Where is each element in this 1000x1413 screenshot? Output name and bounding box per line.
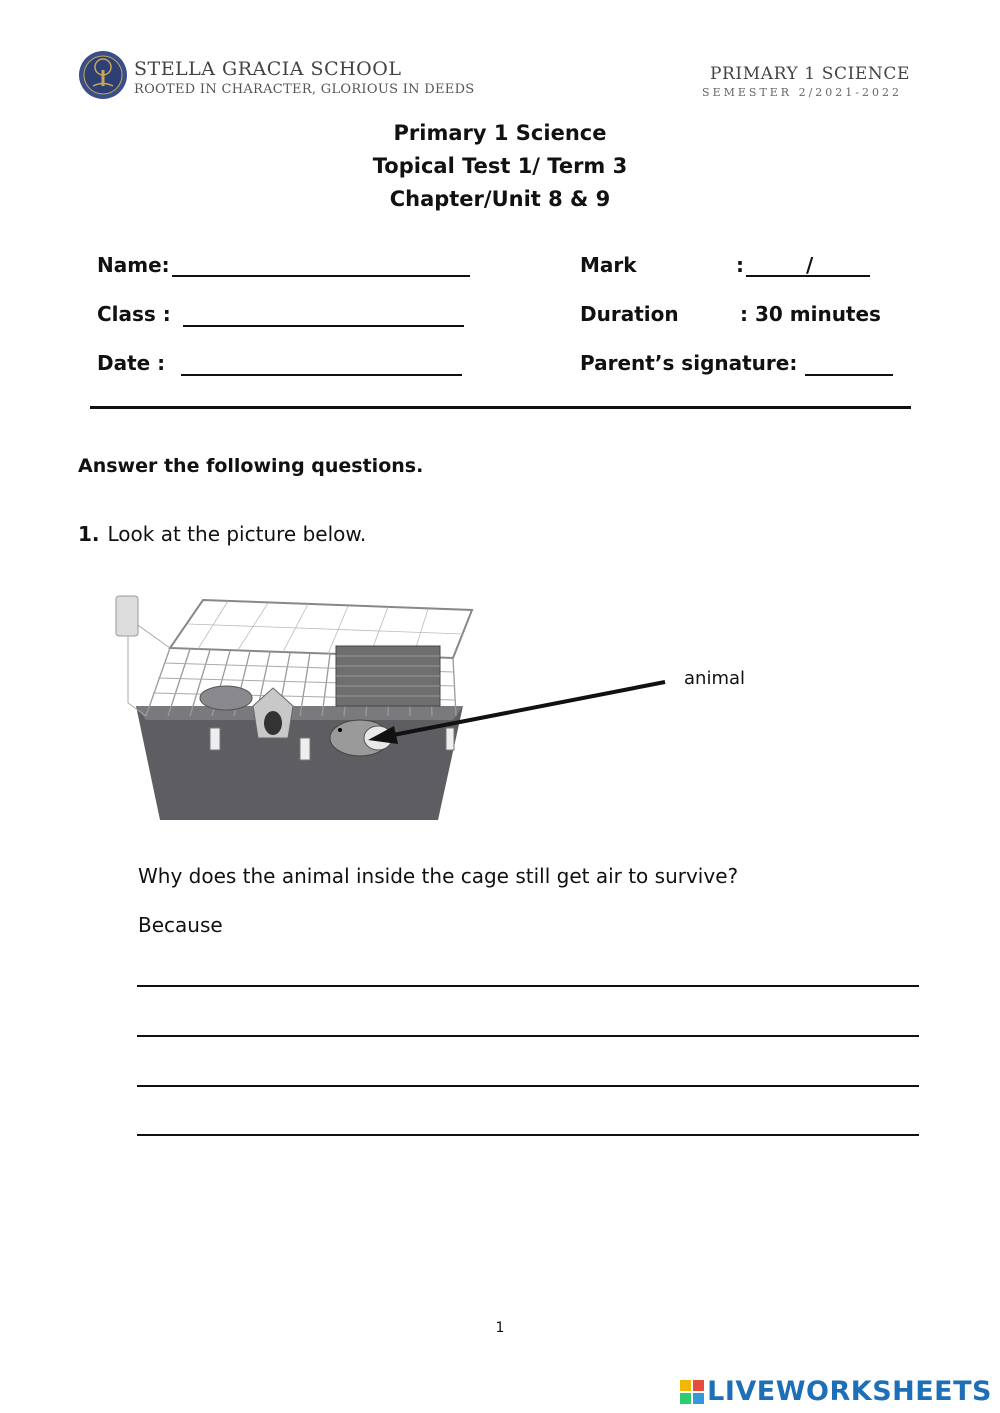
- mark-slash: /: [806, 253, 814, 277]
- test-title-line1: Primary 1 Science: [393, 121, 607, 145]
- duration-label: Duration: [580, 302, 679, 326]
- mark-colon: :: [736, 253, 744, 277]
- instructions: Answer the following questions.: [78, 455, 424, 477]
- date-label: Date :: [97, 351, 166, 375]
- question-1: [78, 522, 366, 546]
- worksheet-icon: [679, 1379, 705, 1405]
- name-label: Name:: [97, 253, 170, 277]
- school-name: STELLA GRACIA SCHOOL: [134, 58, 402, 80]
- answer-line[interactable]: [137, 985, 919, 987]
- answer-line[interactable]: [137, 1134, 919, 1136]
- semester-label: SEMESTER 2/2021-2022: [702, 86, 902, 99]
- subject-title: PRIMARY 1 SCIENCE: [709, 64, 910, 84]
- answer-line[interactable]: [137, 1085, 919, 1087]
- test-title-line3: Chapter/Unit 8 & 9: [389, 187, 611, 211]
- class-field[interactable]: [183, 325, 464, 327]
- parent-signature-field[interactable]: [805, 374, 893, 376]
- test-title-line2: Topical Test 1/ Term 3: [372, 154, 628, 178]
- school-logo: [78, 50, 128, 100]
- answer-start: Because: [138, 913, 223, 937]
- pointer-arrow: [360, 670, 670, 750]
- brand-logo[interactable]: [679, 1376, 992, 1407]
- header-divider: [90, 406, 911, 409]
- brand-text: LIVEWORKSHEETS: [707, 1376, 992, 1407]
- mark-label: Mark: [580, 253, 637, 277]
- question-number: 1.: [78, 522, 100, 546]
- page-number: 1: [495, 1320, 505, 1336]
- class-label: Class :: [97, 302, 171, 326]
- school-motto: ROOTED IN CHARACTER, GLORIOUS IN DEEDS: [134, 82, 475, 97]
- duration-value: : 30 minutes: [740, 302, 881, 326]
- animal-label: animal: [684, 668, 746, 689]
- name-field[interactable]: [172, 275, 470, 277]
- question-text: Look at the picture below.: [107, 522, 367, 546]
- parent-signature-label: Parent’s signature:: [580, 351, 798, 375]
- question-prompt: Why does the animal inside the cage still get air to survive?: [138, 864, 739, 888]
- answer-line[interactable]: [137, 1035, 919, 1037]
- date-field[interactable]: [181, 374, 462, 376]
